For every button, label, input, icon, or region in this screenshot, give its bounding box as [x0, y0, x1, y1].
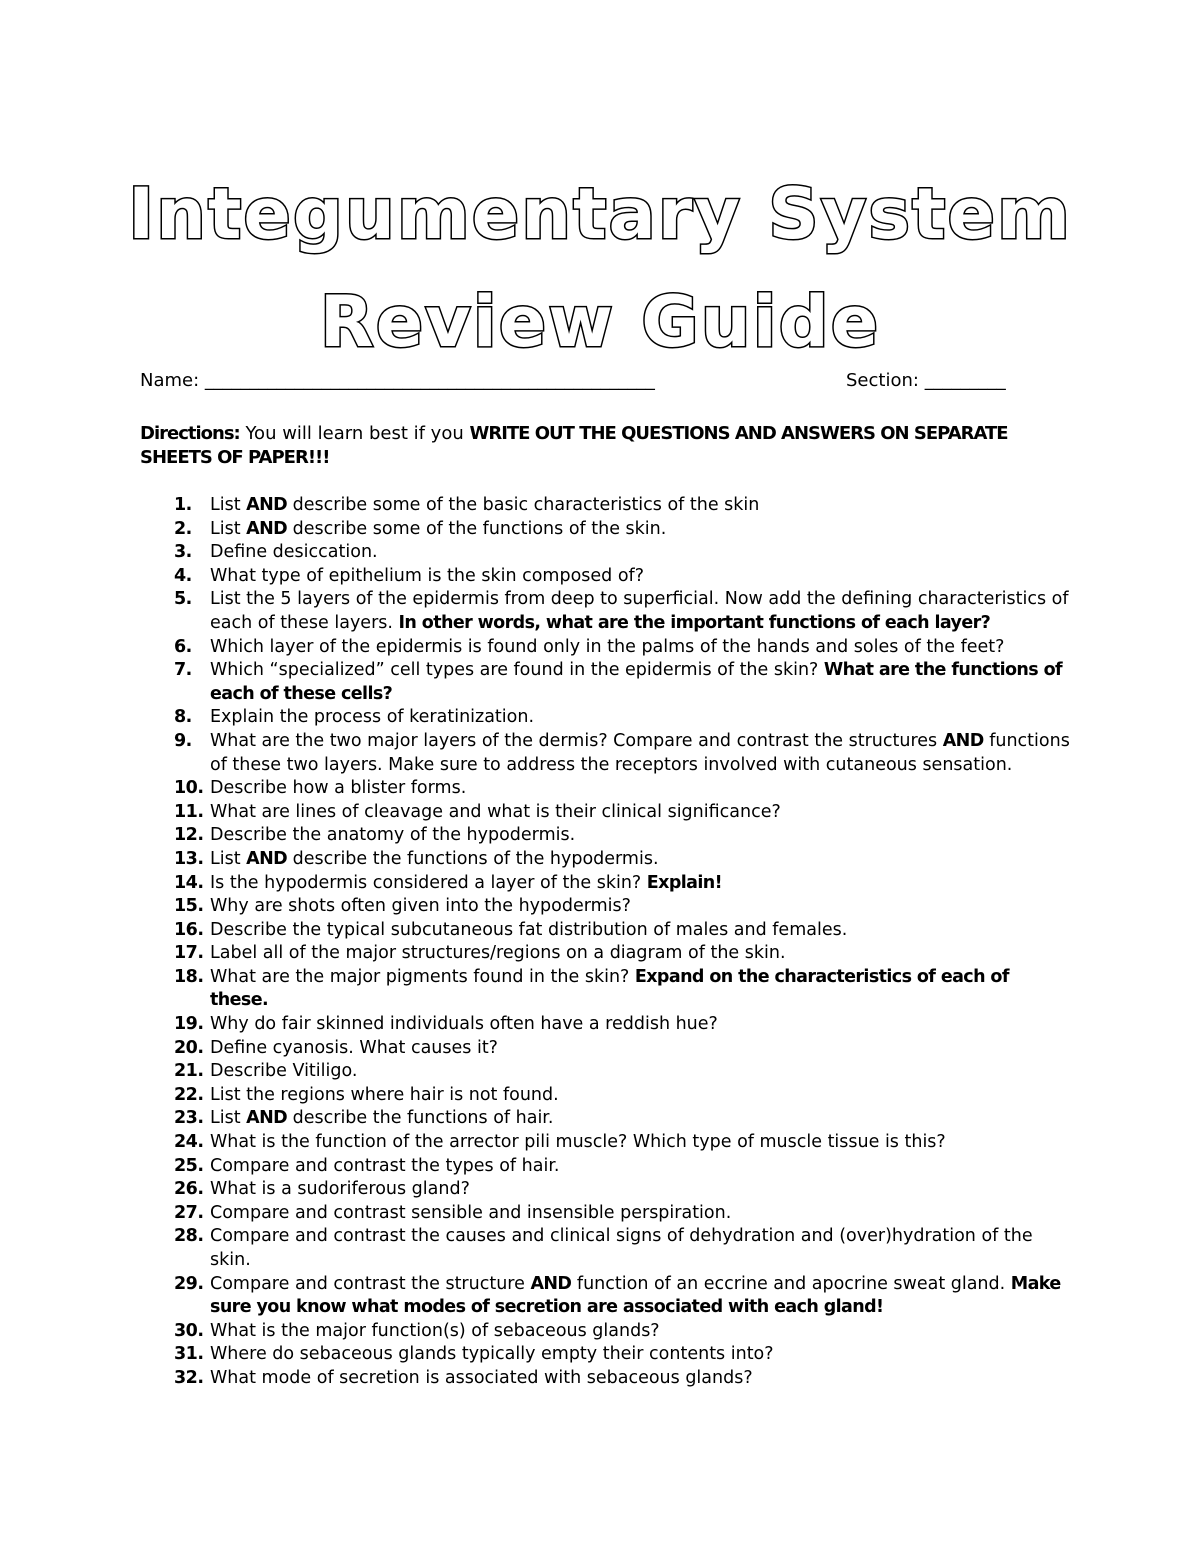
question-emphasis: AND	[246, 1108, 288, 1129]
question-item	[140, 1320, 1070, 1344]
question-emphasis: Make sure you know what modes of secretion are associated with each gland!	[210, 1273, 1061, 1318]
name-field[interactable]	[140, 370, 655, 392]
question-number: 18.	[174, 966, 204, 987]
question-emphasis: What are the functions of each of these cells?	[210, 660, 1063, 704]
question-text: Compare and contrast the causes and clinical signs of dehydration and (over)hydration of the skin.	[210, 1226, 1033, 1270]
question-number: 13.	[174, 848, 204, 869]
title-line-2: Review Guide	[319, 281, 881, 363]
question-number: 28.	[174, 1226, 204, 1247]
question-number: 5.	[174, 589, 192, 610]
question-text: Where do sebaceous glands typically empty their contents into?	[210, 1344, 774, 1365]
directions-label: Directions:	[140, 423, 240, 444]
question-text: describe some of the functions of the skin.	[287, 518, 667, 539]
question-number: 16.	[174, 919, 204, 940]
question-item	[140, 895, 1070, 919]
question-emphasis: AND	[246, 518, 288, 539]
question-number: 29.	[174, 1273, 204, 1294]
name-label: Name:	[140, 370, 200, 391]
section-blank: _________	[924, 370, 1006, 391]
question-text: Which “specialized” cell types are found in the epidermis of the skin?	[210, 660, 824, 681]
directions-text: You will learn best if you	[239, 423, 470, 444]
question-text: Why do fair skinned individuals often have a reddish hue?	[210, 1014, 718, 1035]
question-number: 17.	[174, 943, 204, 964]
question-item	[140, 494, 1070, 518]
question-text: What is the function of the arrector pili muscle? Which type of muscle tissue is this?	[210, 1132, 946, 1153]
section-label: Section:	[846, 370, 919, 391]
question-number: 31.	[174, 1344, 204, 1365]
question-number: 22.	[174, 1084, 204, 1105]
question-emphasis: AND	[942, 730, 984, 751]
question-text: Compare and contrast the types of hair.	[210, 1155, 560, 1176]
question-text: Label all of the major structures/regions on a diagram of the skin.	[210, 943, 786, 964]
question-number: 25.	[174, 1155, 204, 1176]
question-emphasis: Explain!	[646, 872, 723, 893]
question-item	[140, 1037, 1070, 1061]
question-number: 21.	[174, 1061, 204, 1082]
question-text: Define desiccation.	[210, 542, 378, 563]
question-text: Describe the typical subcutaneous fat distribution of males and females.	[210, 919, 848, 940]
question-number: 10.	[174, 778, 204, 799]
question-text: List	[210, 848, 247, 869]
question-item	[140, 801, 1070, 825]
question-number: 1.	[174, 495, 192, 515]
question-item	[140, 565, 1070, 589]
question-item	[140, 1060, 1070, 1084]
question-item	[140, 730, 1070, 777]
question-number: 30.	[174, 1320, 204, 1341]
question-item	[140, 966, 1070, 1013]
question-item	[140, 636, 1070, 660]
question-text: Describe the anatomy of the hypodermis.	[210, 825, 576, 846]
question-item	[140, 1343, 1070, 1367]
question-text: List	[210, 495, 247, 515]
question-item	[140, 1084, 1070, 1108]
question-item	[140, 1107, 1070, 1131]
question-text: describe the functions of hair.	[287, 1108, 554, 1129]
question-text: Compare and contrast the structure	[210, 1273, 531, 1294]
question-text: List the 5 layers of the epidermis from deep to superficial. Now add the defining characteristics of each of these layers.	[210, 589, 1069, 633]
question-number: 11.	[174, 801, 204, 822]
question-number: 20.	[174, 1037, 204, 1058]
question-text: describe the functions of the hypodermis.	[287, 848, 659, 869]
question-number: 15.	[174, 896, 204, 917]
question-item	[140, 1367, 1070, 1391]
question-number: 12.	[174, 825, 204, 846]
question-number: 9.	[174, 730, 192, 751]
section-field[interactable]	[846, 370, 1006, 392]
question-item	[140, 518, 1070, 542]
question-number: 26.	[174, 1179, 204, 1200]
question-item	[140, 1131, 1070, 1155]
question-item	[140, 942, 1070, 966]
directions-paragraph	[140, 422, 1070, 470]
name-blank: __________________________________________________	[204, 370, 655, 391]
question-item	[140, 824, 1070, 848]
question-text: What type of epithelium is the skin composed of?	[210, 565, 645, 586]
question-emphasis: AND	[246, 848, 288, 869]
question-item	[140, 1013, 1070, 1037]
question-number: 32.	[174, 1367, 204, 1388]
question-text: List	[210, 1108, 247, 1129]
question-emphasis: In other words, what are the important functions of each layer?	[398, 612, 991, 633]
question-number: 24.	[174, 1132, 204, 1153]
question-text: What are the major pigments found in the skin?	[210, 966, 635, 987]
page-title	[0, 160, 1200, 376]
question-item	[140, 777, 1070, 801]
question-item	[140, 1202, 1070, 1226]
question-item	[140, 848, 1070, 872]
question-item	[140, 1155, 1070, 1179]
title-line-1: Integumentary System	[128, 173, 1072, 255]
question-text: What are lines of cleavage and what is their clinical significance?	[210, 801, 781, 822]
question-text: List the regions where hair is not found.	[210, 1084, 559, 1105]
question-number: 2.	[174, 518, 192, 539]
question-number: 23.	[174, 1108, 204, 1129]
question-text: What is the major function(s) of sebaceous glands?	[210, 1320, 660, 1341]
question-item	[140, 659, 1070, 706]
question-list	[140, 494, 1070, 1391]
question-item	[140, 1225, 1070, 1272]
question-text: Describe Vitiligo.	[210, 1061, 358, 1082]
question-item	[140, 919, 1070, 943]
question-text: List	[210, 518, 247, 539]
question-text: Define cyanosis. What causes it?	[210, 1037, 498, 1058]
question-text: functions of these two layers. Make sure to address the receptors involved with cutaneous sensation.	[210, 730, 1070, 775]
question-number: 3.	[174, 542, 192, 563]
question-text: Is the hypodermis considered a layer of the skin?	[210, 872, 647, 893]
question-text: Explain the process of keratinization.	[210, 707, 535, 728]
question-number: 8.	[174, 707, 192, 728]
directions-emphasis: WRITE OUT THE QUESTIONS AND ANSWERS ON SEPARATE SHEETS OF PAPER!!!	[140, 423, 1008, 468]
question-item	[140, 1178, 1070, 1202]
question-item	[140, 1273, 1070, 1320]
question-text: Compare and contrast sensible and insensible perspiration.	[210, 1202, 732, 1223]
question-number: 19.	[174, 1014, 204, 1035]
question-text: Which layer of the epidermis is found only in the palms of the hands and soles of the feet?	[210, 636, 1005, 657]
question-emphasis: AND	[246, 495, 288, 515]
question-emphasis: Expand on the characteristics of each of these.	[210, 966, 1009, 1011]
question-text: What are the two major layers of the dermis? Compare and contrast the structures	[210, 730, 943, 751]
question-number: 7.	[174, 660, 192, 681]
question-item	[140, 872, 1070, 896]
question-text: describe some of the basic characteristics of the skin	[287, 495, 760, 515]
question-number: 27.	[174, 1202, 204, 1223]
question-text: What is a sudoriferous gland?	[210, 1179, 470, 1200]
question-item	[140, 588, 1070, 635]
question-number: 6.	[174, 636, 192, 657]
question-text: function of an eccrine and apocrine sweat gland.	[571, 1273, 1011, 1294]
question-number: 14.	[174, 872, 204, 893]
question-text: Why are shots often given into the hypodermis?	[210, 896, 631, 917]
question-number: 4.	[174, 565, 192, 586]
question-item	[140, 706, 1070, 730]
question-item	[140, 541, 1070, 565]
question-emphasis: AND	[530, 1273, 572, 1294]
question-text: What mode of secretion is associated with sebaceous glands?	[210, 1367, 753, 1388]
question-text: Describe how a blister forms.	[210, 778, 467, 799]
